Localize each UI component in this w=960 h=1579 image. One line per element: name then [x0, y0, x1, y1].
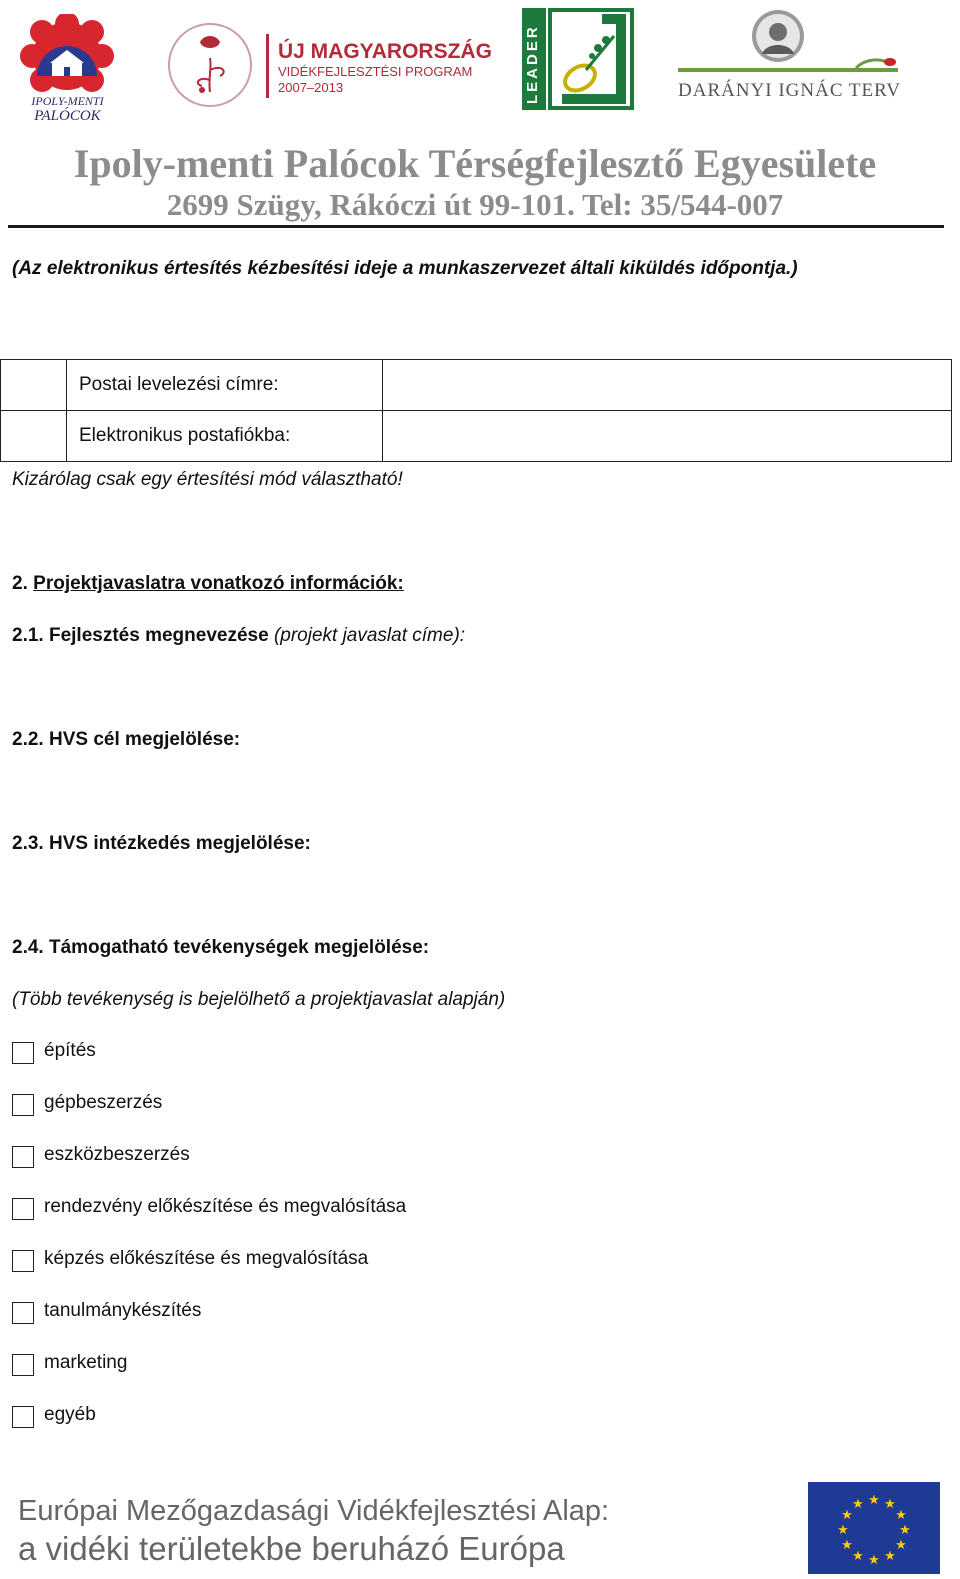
ipoly-emblem-icon [10, 14, 125, 96]
table-row [1, 360, 952, 411]
delivery-electronic-value[interactable] [383, 411, 952, 462]
activity-checkbox[interactable] [12, 1250, 34, 1272]
activity-label: építés [44, 1040, 96, 1061]
svg-text:★: ★ [884, 1549, 896, 1564]
activity-label: tanulmánykészítés [44, 1300, 202, 1321]
ipoly-logo-line2: PALÓCOK [34, 108, 101, 124]
uj-logo-divider [266, 34, 269, 98]
leader-logo-text: LEADER [524, 24, 541, 104]
activity-checkbox[interactable] [12, 1406, 34, 1428]
svg-text:★: ★ [841, 1508, 853, 1523]
field-2-2-label: 2.2. HVS cél megjelölése: [12, 729, 241, 750]
uj-logo-years: 2007–2013 [278, 80, 344, 95]
delivery-electronic-label: Elektronikus postafiókba: [67, 411, 383, 462]
delivery-postal-label: Postai levelezési címre: [67, 360, 383, 411]
svg-text:★: ★ [837, 1523, 849, 1538]
portrait-icon [676, 6, 906, 78]
activity-checkbox[interactable] [12, 1042, 34, 1064]
delivery-note: (Az elektronikus értesítés kézbesítési ideje a munkaszervezet általi kiküldés időpontja.) [12, 258, 798, 279]
activity-label: marketing [44, 1352, 128, 1373]
ipoly-logo-line1: IPOLY-MENTI [31, 94, 104, 108]
delivery-electronic-checkbox-cell[interactable] [1, 411, 67, 462]
header-logos [0, 0, 960, 135]
footer-line-2: a vidéki területekbe beruházó Európa [18, 1530, 565, 1567]
activity-checkbox[interactable] [12, 1198, 34, 1220]
eu-stars-icon [808, 1482, 940, 1574]
uj-magyarorszag-logo [160, 20, 492, 110]
svg-text:★: ★ [852, 1497, 864, 1512]
field-2-1-label: 2.1. Fejlesztés megnevezése [12, 625, 269, 646]
field-2-1-hint: (projekt javaslat címe): [273, 625, 466, 646]
svg-text:★: ★ [884, 1497, 896, 1512]
svg-text:★: ★ [899, 1523, 911, 1538]
svg-text:★: ★ [895, 1538, 907, 1553]
section-2-title: Projektjavaslatra vonatkozó információk: [33, 573, 404, 594]
uj-logo-title: ÚJ MAGYARORSZÁG [278, 40, 492, 63]
delivery-postal-value[interactable] [383, 360, 952, 411]
header-divider [8, 225, 944, 228]
activity-checkbox[interactable] [12, 1354, 34, 1376]
activity-label: képzés előkészítése és megvalósítása [44, 1248, 369, 1269]
delivery-warning: Kizárólag csak egy értesítési mód választható! [12, 469, 403, 490]
activity-label: gépbeszerzés [44, 1092, 163, 1113]
table-row [1, 411, 952, 462]
leader-logo [522, 8, 634, 110]
daranyi-ignac-terv-logo [676, 6, 906, 106]
organization-address: 2699 Szügy, Rákóczi út 99-101. Tel: 35/544-007 [166, 187, 784, 222]
delivery-method-table [0, 359, 952, 462]
activity-checkbox[interactable] [12, 1146, 34, 1168]
field-2-4-label: 2.4. Támogatható tevékenységek megjelölése: [12, 937, 430, 958]
flower-icon [160, 20, 260, 110]
activity-label: rendezvény előkészítése és megvalósítása [44, 1196, 407, 1217]
organization-name: Ipoly-menti Palócok Térségfejlesztő Egyesülete [73, 141, 877, 186]
activity-checkbox[interactable] [12, 1094, 34, 1116]
ipoly-menti-palocok-logo [10, 14, 125, 129]
svg-text:★: ★ [841, 1538, 853, 1553]
activity-checkbox[interactable] [12, 1302, 34, 1324]
activity-label: eszközbeszerzés [44, 1144, 190, 1165]
daranyi-logo-text: DARÁNYI IGNÁC TERV [678, 80, 902, 101]
svg-text:★: ★ [868, 1553, 880, 1568]
svg-text:★: ★ [895, 1508, 907, 1523]
field-2-1 [12, 625, 465, 647]
section-2-heading [12, 573, 404, 595]
eu-flag-icon [808, 1482, 940, 1574]
activity-label: egyéb [44, 1404, 96, 1425]
section-2-number: 2. [12, 573, 28, 594]
field-2-4-hint: (Több tevékenység is bejelölhető a projektjavaslat alapján) [12, 989, 506, 1010]
delivery-postal-checkbox-cell[interactable] [1, 360, 67, 411]
field-2-3-label: 2.3. HVS intézkedés megjelölése: [12, 833, 311, 854]
svg-text:★: ★ [868, 1493, 880, 1508]
footer-line-1: Európai Mezőgazdasági Vidékfejlesztési Alap: [18, 1495, 610, 1527]
uj-logo-subtitle: VIDÉKFEJLESZTÉSI PROGRAM [278, 64, 473, 79]
svg-text:★: ★ [852, 1549, 864, 1564]
